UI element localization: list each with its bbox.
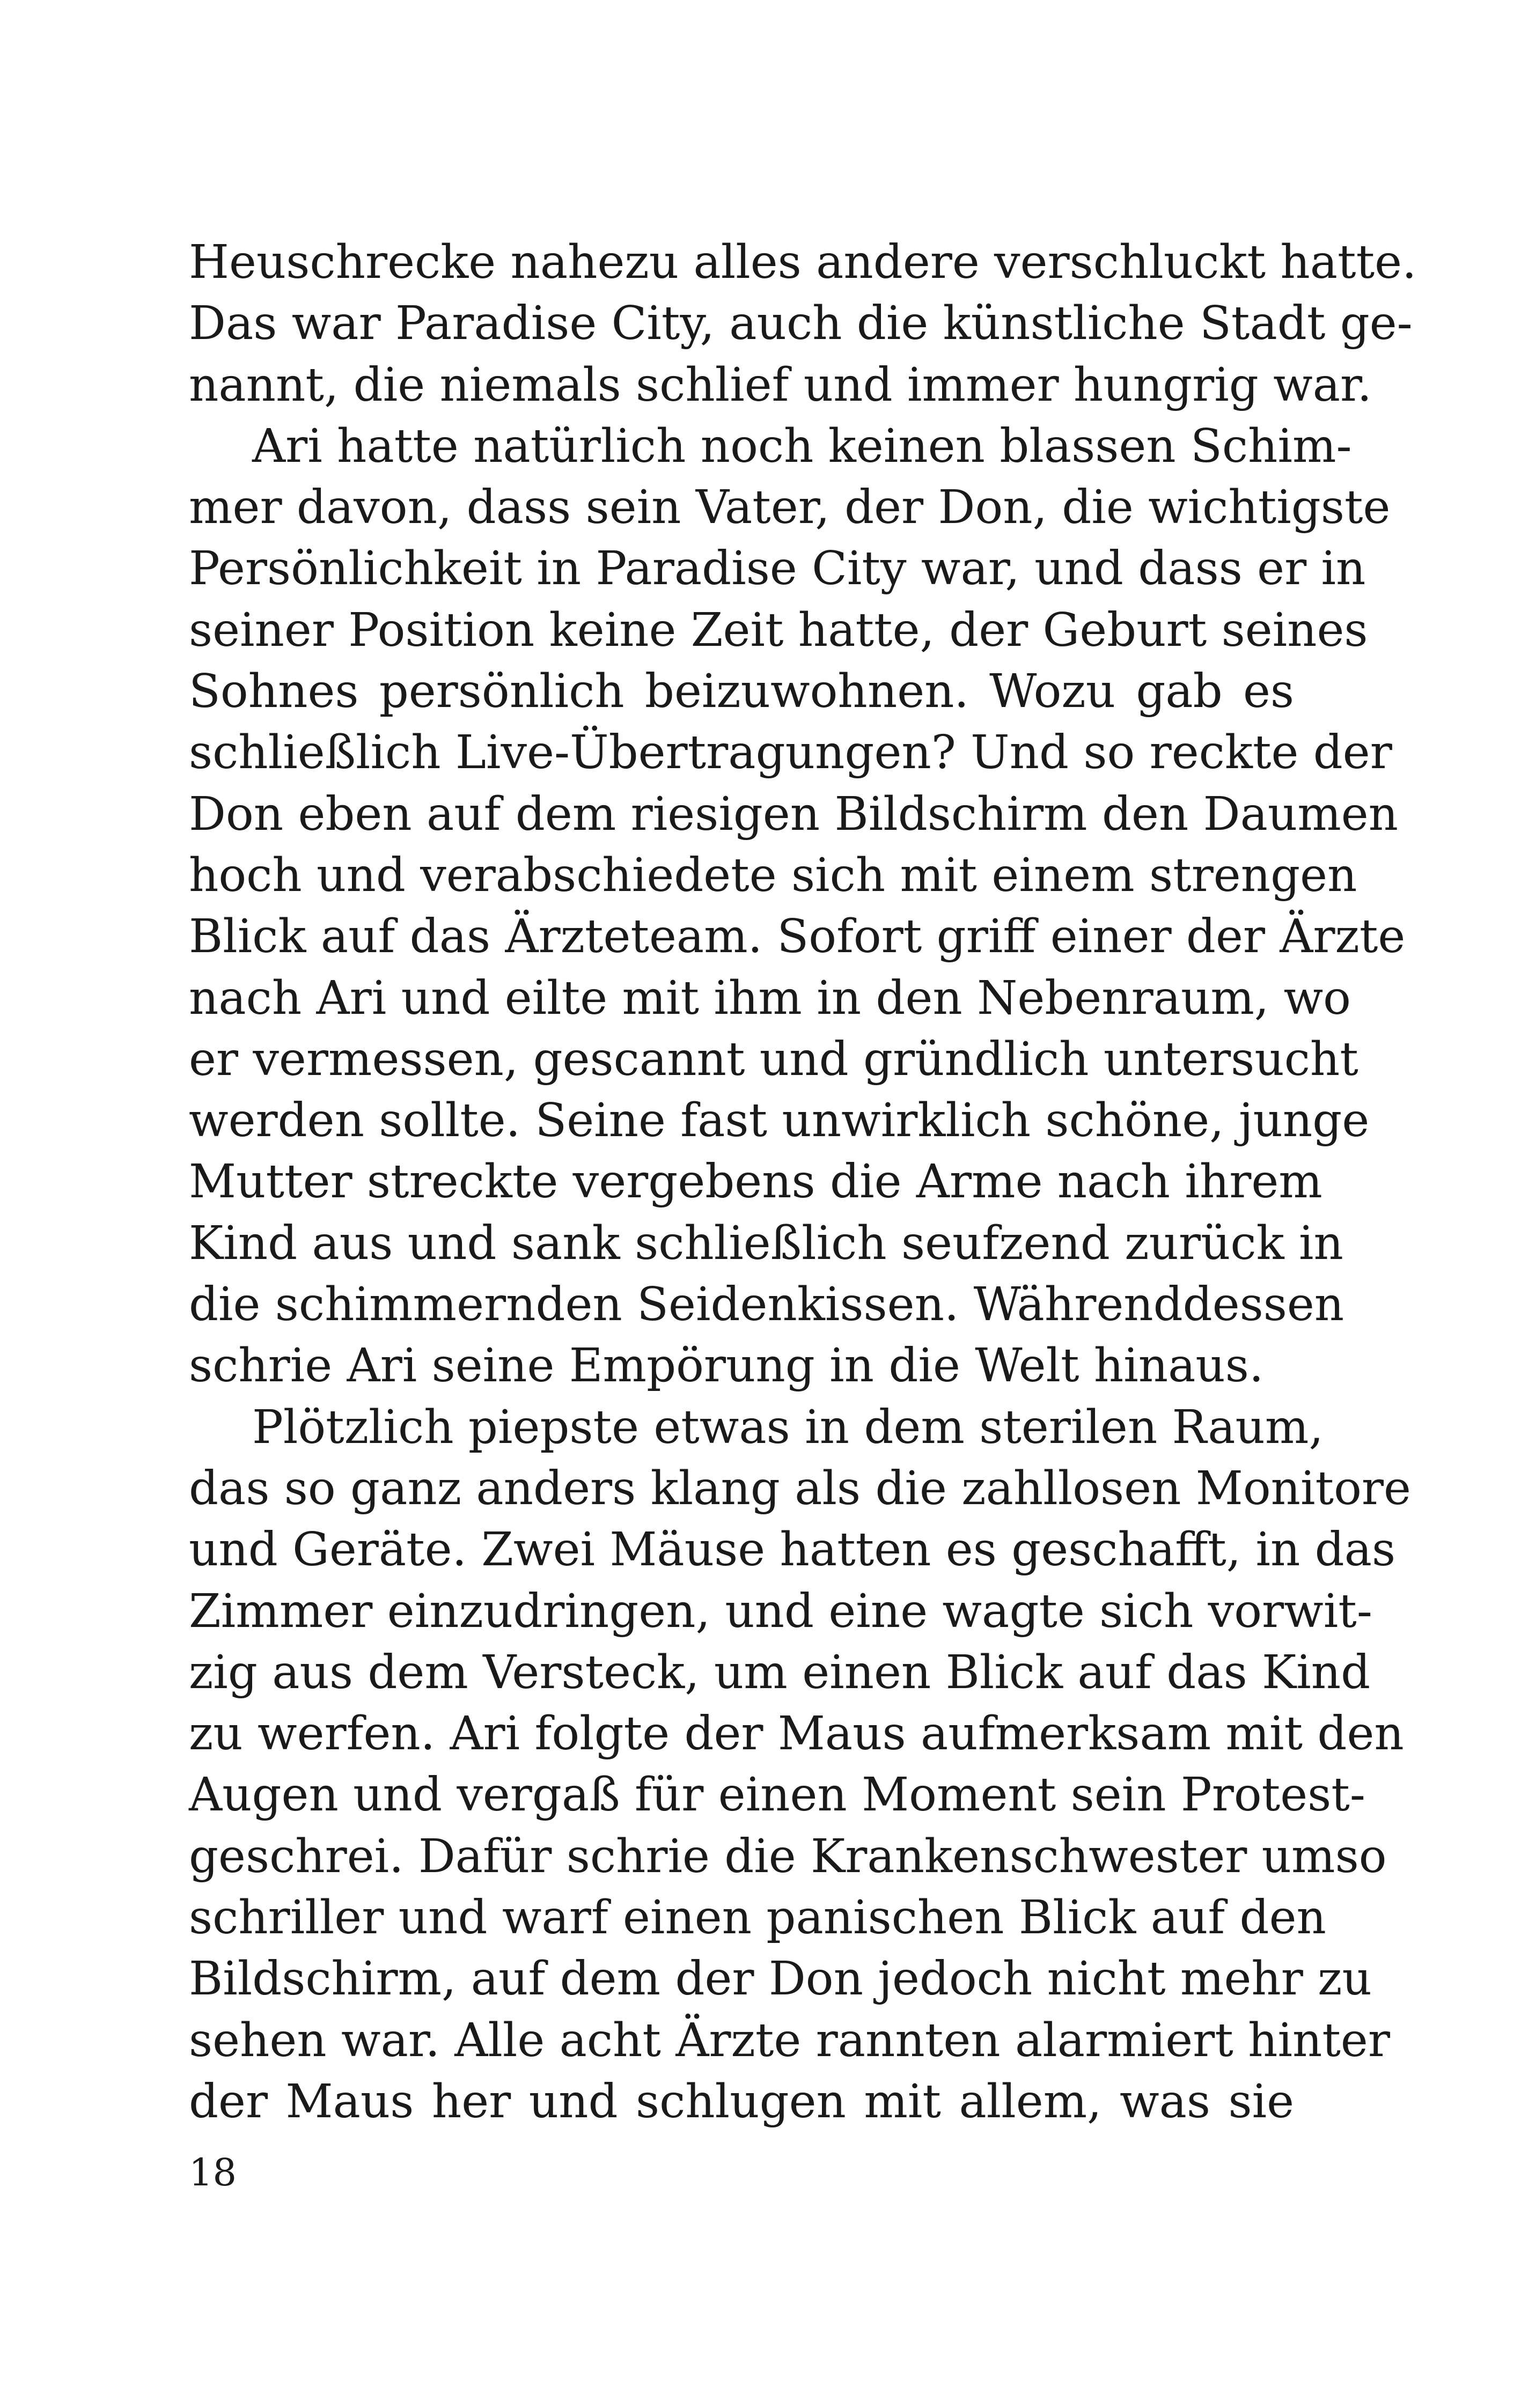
text-line: der Maus her und schlugen mit allem, was sie: [189, 2074, 1294, 2129]
text-line: Plötzlich piepste etwas in dem sterilen Raum,: [252, 1400, 1324, 1454]
text-line: Persönlichkeit in Paradise City war, und dass er in: [189, 542, 1366, 596]
text-line: geschrei. Dafür schrie die Krankenschwester umso: [189, 1829, 1387, 1883]
text-line: das so ganz anders klang als die zahllosen Monitore: [189, 1461, 1411, 1515]
text-line: Das war Paradise City, auch die künstliche Stadt ge-: [189, 297, 1413, 351]
text-line: Heuschrecke nahezu alles andere verschluckt hatte.: [189, 235, 1417, 289]
text-line: Zimmer einzudringen, und eine wagte sich vorwit-: [189, 1584, 1372, 1638]
text-line: schließlich Live-Übertragungen? Und so reckte der: [189, 726, 1392, 780]
text-line: seiner Position keine Zeit hatte, der Geburt seines: [189, 603, 1368, 657]
text-line: zu werfen. Ari folgte der Maus aufmerksam mit den: [189, 1707, 1404, 1761]
text-line: Sohnes persönlich beizuwohnen. Wozu gab es: [189, 665, 1294, 719]
text-line: nach Ari und eilte mit ihm in den Nebenraum, wo: [189, 971, 1351, 1025]
page-number: 18: [189, 2151, 237, 2195]
text-line: hoch und verabschiedete sich mit einem strengen: [189, 848, 1357, 902]
text-line: die schimmernden Seidenkissen. Währenddessen: [189, 1278, 1344, 1332]
text-line: Bildschirm, auf dem der Don jedoch nicht mehr zu: [189, 1952, 1372, 2006]
text-line: Blick auf das Ärzteteam. Sofort griff einer der Ärzte: [189, 910, 1406, 964]
text-line: mer davon, dass sein Vater, der Don, die wichtigste: [189, 481, 1391, 535]
text-line: schrie Ari seine Empörung in die Welt hinaus.: [189, 1339, 1264, 1393]
text-line: Kind aus und sank schließlich seufzend zurück in: [189, 1216, 1343, 1270]
text-line: und Geräte. Zwei Mäuse hatten es geschafft, in das: [189, 1523, 1396, 1577]
text-line: werden sollte. Seine fast unwirklich schöne, junge: [189, 1094, 1370, 1148]
text-line: Mutter streckte vergebens die Arme nach ihrem: [189, 1155, 1322, 1209]
text-line: Augen und vergaß für einen Moment sein Protest-: [189, 1768, 1365, 1822]
text-line: er vermessen, gescannt und gründlich untersucht: [189, 1032, 1358, 1086]
text-line: zig aus dem Versteck, um einen Blick auf das Kind: [189, 1645, 1371, 1699]
text-line: Ari hatte natürlich noch keinen blassen Schim-: [252, 419, 1352, 473]
text-line: Don eben auf dem riesigen Bildschirm den Daumen: [189, 787, 1399, 841]
text-line: sehen war. Alle acht Ärzte rannten alarmiert hinter: [189, 2013, 1390, 2067]
text-line: nannt, die niemals schlief und immer hungrig war.: [189, 358, 1372, 412]
text-line: schriller und warf einen panischen Blick auf den: [189, 1891, 1326, 1945]
body-text: [189, 232, 1417, 2132]
